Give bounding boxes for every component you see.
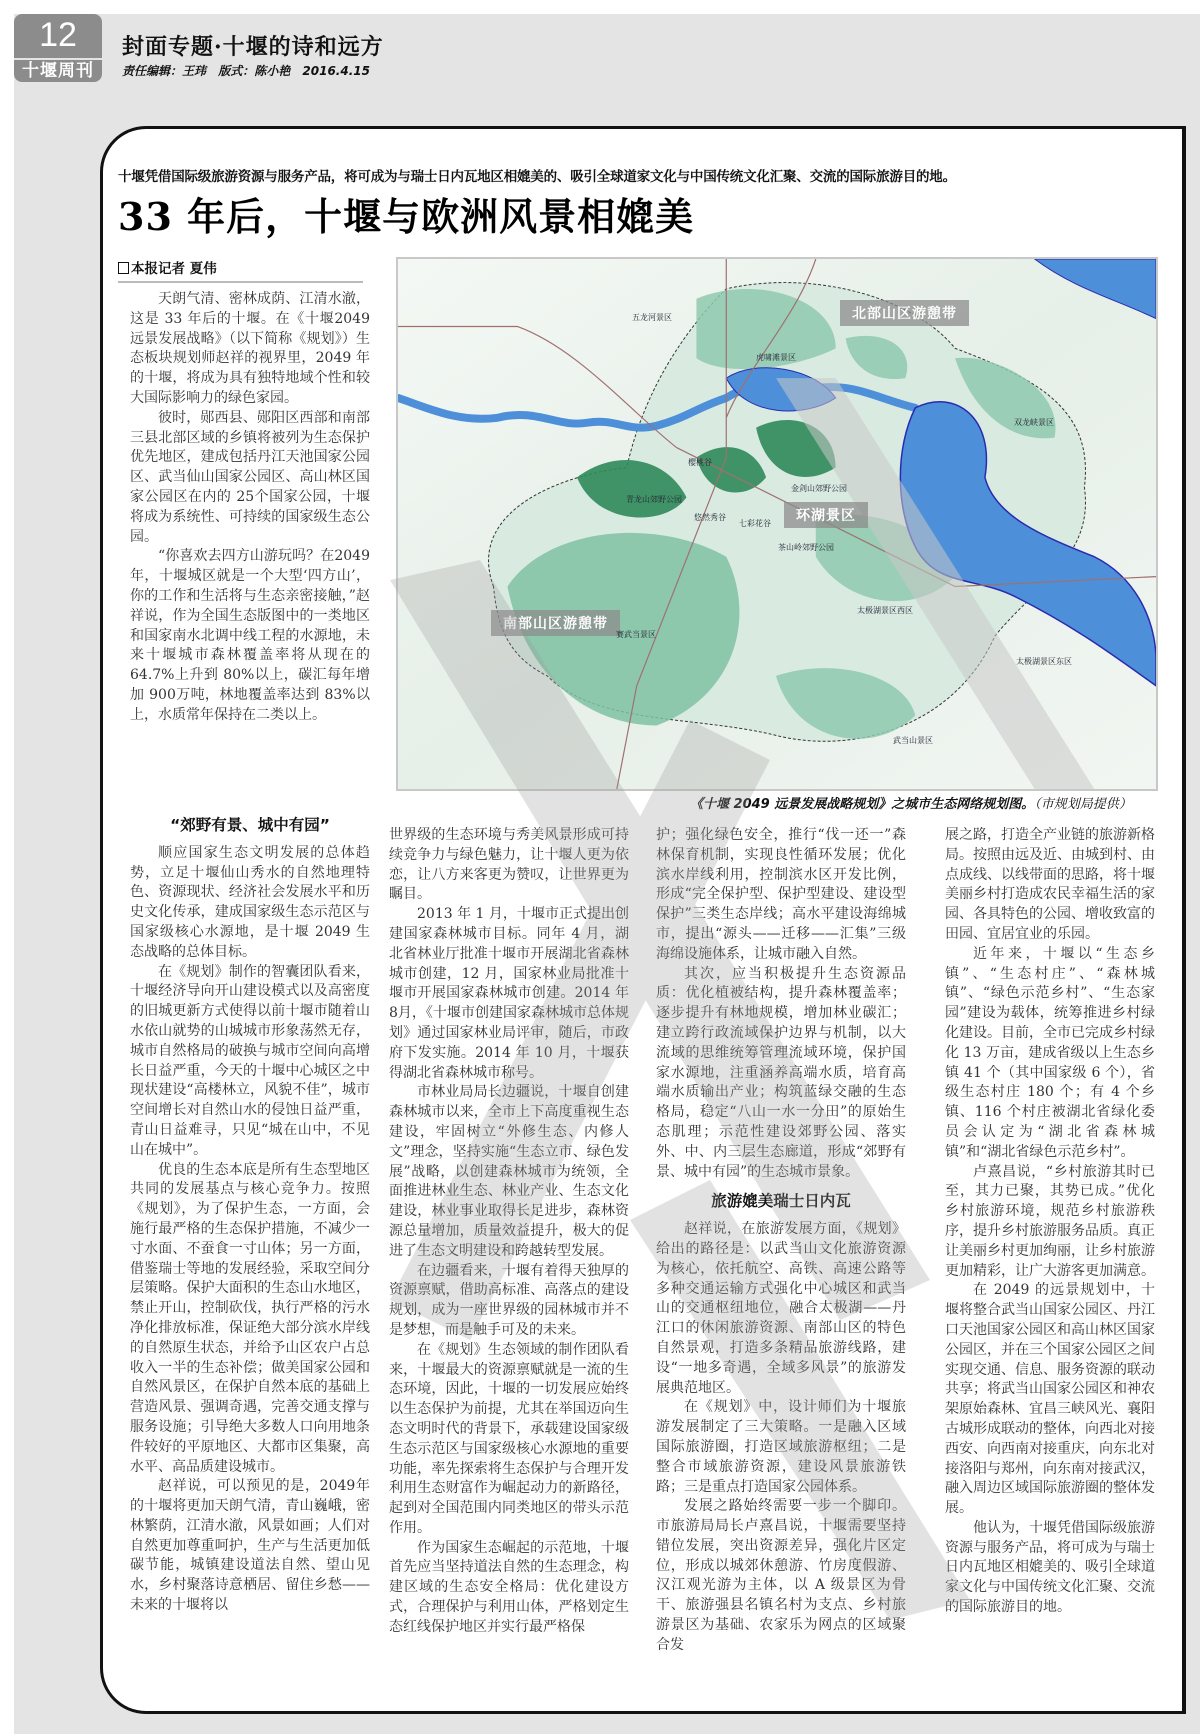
paragraph: 优良的生态本底是所有生态型地区共同的发展基点与核心竞争力。按照《规划》，为了保护生态，一方面，会施行最严格的生态保护措施，不减少一寸水面、不蚕食一寸山体；另一方面，借鉴瑞士等地的发展经验，采取空间分层策略。保护大面积的生态山水地区，禁止开山，控制砍伐，执行严格的污水净化排放标准，保证绝大部分滨水岸线的自然原生状态，并给予山区农户占总收入一半的生态补偿；做美国家公园和自然风景区，在保护自然本底的基础上营造风景、强调奇遇，完善交通支撑与服务设施；引导绝大多数人口向用地条件较好的平原地区、大都市区集聚，高水平、高品质建设城市。	[130, 1161, 370, 1475]
place-label: 七彩花谷	[739, 519, 771, 528]
paragraph: 世界级的生态环境与秀美风景形成可持续竞争力与绿色魅力，让十堰人更为依恋，让八方来客更为赞叹，让世界更为瞩目。	[389, 827, 629, 903]
map-caption-text: 《十堰 2049 远景发展战略规划》之城市生态网络规划图。	[690, 797, 1035, 812]
paragraph: 天朗气清、密林成荫、江清水澈，这是 33 年后的十堰。在《十堰2049 远景发展战略》（以下简称《规划》）生态板块规划师赵祥的视界里，2049 年的十堰，将成为具有独特地域个性和较大国际影响力的绿色家园。	[130, 291, 370, 406]
paragraph: 在 2049 的远景规划中，十堰将整合武当山国家公园区、丹江口天池国家公园区和高山林区国家公园区，并在三个国家公园区之间实现交通、信息、服务资源的联动共享；将武当山国家公园区和神农架原始森林、宜昌三峡风光、襄阳古城形成联动的整体，向西北对接西安、向西南对接重庆，向东北对接洛阳与郑州，向东南对接武汉，融入周边区域国际旅游圈的整体发展。	[945, 1282, 1155, 1517]
place-label: 双龙峡景区	[1014, 418, 1054, 427]
publication-name: 十堰周刊	[14, 58, 102, 82]
place-label: 武当山景区	[893, 736, 933, 745]
map-credit: （市规划局提供）	[1034, 797, 1132, 812]
paragraph: 市林业局局长边疆说，十堰自创建森林城市以来，全市上下高度重视生态建设，牢固树立“外修生态、内修人文”理念，坚持实施“生态立市、绿色发展”战略，以创建森林城市为统领，全面推进林业生态、林业产业、生态文化建设，林业事业取得长足进步，森林资源总量增加，质量效益提升，极大的促进了生态文明建设和跨越转型发展。	[389, 1084, 629, 1259]
place-label: 赛武当景区	[616, 630, 656, 639]
paragraph: “你喜欢去四方山游玩吗？在2049 年，十堰城区就是一个大型‘四方山’，你的工作和生活将与生态亲密接触，”赵祥说，作为全国生态版图中的一类地区和国家南水北调中线工程的水源地，未来十堰城市森林覆盖率将从现在的 64.7%上升到 80%以上，碳汇每年增加 900万吨，林地覆盖率达到 83%以上，水质常年保持在二类以上。	[130, 548, 370, 723]
issue-date: 2016.4.15	[302, 64, 370, 78]
subhead-tourism: 旅游媲美瑞士日内瓦	[711, 1192, 851, 1211]
page-number: 12	[39, 16, 77, 54]
column-4	[945, 826, 1155, 1618]
article-deck: 十堰凭借国际级旅游资源与服务产品，将可成为与瑞士日内瓦地区相媲美的、吸引全球道家文化与中国传统文化汇聚、交流的国际旅游目的地。	[118, 169, 956, 185]
paragraph: 他认为，十堰凭借国际级旅游资源与服务产品，将可成为与瑞士日内瓦地区相媲美的、吸引全球道家文化与中国传统文化汇聚、交流的国际旅游目的地。	[945, 1519, 1155, 1616]
byline-text: 本报记者 夏伟	[131, 261, 217, 277]
place-label: 金剑山郊野公园	[791, 484, 847, 493]
column-3	[656, 826, 906, 1656]
place-label: 青龙山郊野公园	[626, 495, 682, 504]
column-2	[389, 826, 629, 1638]
north-belt-label: 北部山区游憩带	[840, 300, 969, 326]
place-label: 五龙河景区	[632, 313, 672, 322]
layout-editor: 版式：陈小艳	[218, 64, 291, 78]
editor-line	[122, 62, 378, 79]
paragraph: 卢熹昌说，“乡村旅游其时已至，其力已聚，其势已成。”优化乡村旅游环境，规范乡村旅游秩序，提升乡村旅游服务品质。真正让美丽乡村更加绚丽，让乡村旅游更加精彩，让广大游客更加满意。	[945, 1163, 1155, 1279]
paragraph: 护；强化绿色安全，推行“伐一还一”森林保育机制，实现良性循环发展；优化滨水岸线利用，控制滨水区开发比例，形成“完全保护型、保护型建设、建设型保护”三类生态岸线；高水平建设海绵城市，提出“源头——迁移——汇集”三级海绵设施体系，让城市融入自然。	[656, 827, 906, 962]
paragraph: 顺应国家生态文明发展的总体趋势，立足十堰仙山秀水的自然地理特色、资源现状、经济社会发展水平和历史文化传承，建成国家级生态示范区与国家级核心水源地，是十堰 2049 生态战略的总体目标。	[130, 844, 370, 960]
paragraph: 展之路，打造全产业链的旅游新格局。按照由远及近、由城到村、由点成线、以线带面的思路，将十堰美丽乡村打造成农民幸福生活的家园、各具特色的公园、增收致富的田园、宜居宜业的乐园。	[945, 827, 1155, 942]
paragraph: 在《规划》制作的智囊团队看来，十堰经济导向开山建设模式以及高密度的旧城更新方式使得以前十堰市随着山水依山就势的山城城市形象荡然无存，城市自然格局的破换与城市空间向高增长日益严重，今天的十堰中心城区之中现状建设“高楼林立，风貌不佳”，城市空间增长对自然山水的侵蚀日益严重，青山日益难寻，只见“城在山中，不见山在城中”。	[130, 963, 370, 1158]
place-label: 樱桃谷	[688, 458, 712, 467]
paragraph: 在《规划》中，设计师们为十堰旅游发展制定了三大策略。一是融入区域国际旅游圈，打造区域旅游枢纽；二是整合市域旅游资源，建设风景旅游铁路；三是重点打造国家公园体系。	[656, 1399, 906, 1495]
paragraph: 在边疆看来，十堰有着得天独厚的资源禀赋，借助高标准、高落点的建设规划，成为一座世界级的园林城市并不是梦想，而是触手可及的未来。	[389, 1262, 629, 1338]
place-label: 虎啸滩景区	[756, 353, 796, 362]
editor: 责任编辑：王玮	[122, 64, 207, 78]
paragraph: 彼时，郧西县、郧阳区西部和南部三县北部区域的乡镇将被列为生态保护优先地区，建成包括丹江天池国家公园区、武当仙山国家公园区、高山林区国家公园区在内的 25个国家公园，十堰将成为系统性、可持续的国家级生态公园。	[130, 409, 370, 545]
section-title: 封面专题·十堰的诗和远方	[122, 34, 384, 60]
paragraph: 作为国家生态崛起的示范地，十堰首先应当坚持道法自然的生态理念，构建区域的生态安全格局：优化建设方式，合理保护与利用山体，严格划定生态红线保护地区并实行最严格保	[389, 1539, 629, 1635]
page-badge	[14, 14, 102, 82]
column-1-bottom	[130, 806, 370, 1616]
paragraph: 在《规划》生态领域的制作团队看来，十堰最大的资源禀赋就是一流的生态环境，因此，十堰的一切发展应始终以生态保护为前提，尤其在举国迈向生态文明时代的背景下，承载建设国家级生态示范区与国家级核心水源地的重要功能，率先探索将生态保护与合理开发利用生态财富作为崛起动力的新路径，起到对全国范围内同类地区的带头示范作用。	[389, 1341, 629, 1536]
map-graphic	[398, 259, 1156, 789]
south-belt-label: 南部山区游憩带	[491, 610, 620, 636]
byline-box-icon	[118, 262, 129, 274]
paragraph: 发展之路始终需要一步一个脚印。市旅游局局长卢熹昌说，十堰需要坚持错位发展，突出资源差异，强化片区定位，形成以城郊休憩游、竹房度假游、汉江观光游为主体，以 A 级景区为骨干、旅游强县名镇名村为支点、乡村旅游景区为基础、农家乐为网点的区域聚合发	[656, 1498, 906, 1653]
lake-zone-label: 环湖景区	[784, 502, 868, 528]
place-label: 太极湖景区东区	[1016, 657, 1072, 666]
paragraph: 其次，应当积极提升生态资源品质：优化植被结构，提升森林覆盖率；逐步提升有林地规模，增加林业碳汇；建立跨行政流域保护边界与机制，以大流域的思维统筹管理流域环境，保护国家水源地，注重涵养高端水质，培育高端水质输出产业；构筑蓝绿交融的生态格局，稳定“八山一水一分田”的原始生态肌理；示范性建设郊野公园、落实外、中、内三层生态廊道，形成“郊野有景、城中有园”的生态城市景象。	[656, 965, 906, 1180]
byline	[118, 257, 363, 283]
subhead-suburban-parks: “郊野有景、城中有园”	[170, 816, 330, 834]
place-label: 太极湖景区西区	[857, 606, 913, 615]
map-caption	[690, 793, 1132, 812]
column-1-top	[130, 290, 370, 726]
paragraph: 2013 年 1 月，十堰市正式提出创建国家森林城市目标。同年 4 月，湖北省林业厅批准十堰市开展湖北省森林城市创建，12 月，国家林业局批准十堰市开展国家森林城市创建。2014 年 8月，《十堰市创建国家森林城市总体规划》通过国家林业局评审，随后，市政府下发实施。2014 年 10 月，十堰获得湖北省森林城市称号。	[389, 906, 629, 1081]
article-headline: 33 年后，十堰与欧洲风景相媲美	[118, 194, 695, 239]
paragraph: 近年来，十堰以“生态乡镇”、“生态村庄”、“森林城镇”、“绿色示范乡村”、“生态家园”建设为载体，统筹推进乡村绿化建设。目前，全市已完成乡村绿化 13 万亩，建成省级以上生态乡镇 41 个（其中国家级 6 个），省级生态村庄 180 个；有 4 个乡镇、116 个村庄被湖北省绿化委员会认定为“湖北省森林城镇”和“湖北省绿色示范乡村”。	[945, 945, 1155, 1160]
ecological-network-map	[396, 257, 1158, 791]
paragraph: 赵祥说，在旅游发展方面，《规划》给出的路径是：以武当山文化旅游资源为核心，依托航空、高铁、高速公路等多种交通运输方式强化中心城区和武当山的交通枢纽地位，融合太极湖——丹江口的休闲旅游资源、南部山区的特色自然景观，打造多条精品旅游线路，建设“一地多奇遇，全域多风景”的旅游发展典范地区。	[656, 1221, 906, 1396]
place-label: 悠然秀谷	[694, 513, 726, 522]
paragraph: 赵祥说，可以预见的是，2049年的十堰将更加天朗气清，青山巍峨，密林繁荫，江清水澈，风景如画；人们对自然更加尊重呵护，生产与生活更加低碳节能，城镇建设道法自然、望山见水，乡村聚落诗意栖居、留住乡愁——未来的十堰将以	[130, 1478, 370, 1614]
place-label: 茶山岭郊野公园	[778, 543, 834, 552]
